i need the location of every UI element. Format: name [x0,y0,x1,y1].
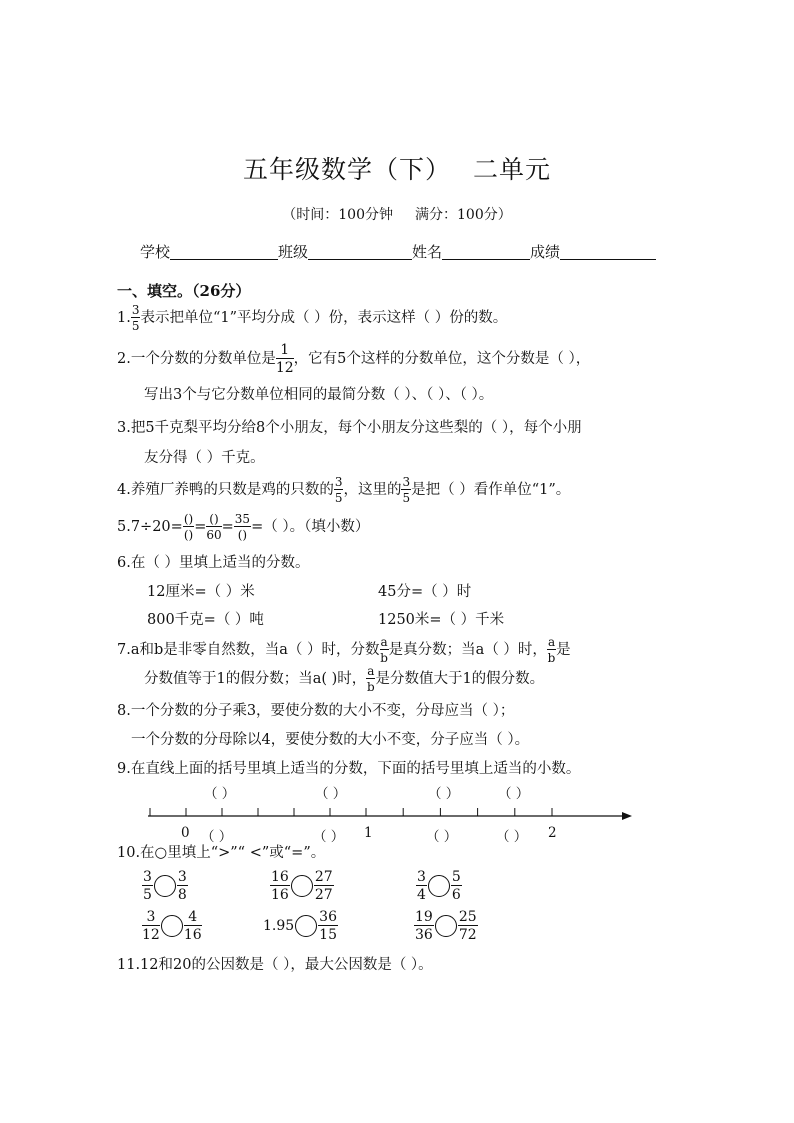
q6-item-3: 800千克=（ ）吨 [147,612,264,628]
question-4 [117,476,570,504]
q7-text-c: 是 [556,642,571,658]
nl-bottom-blank-1[interactable]: （ ） [201,829,233,845]
compare-item-2 [270,870,334,902]
q7-fraction-2: $\frac{a}{b}$ [547,635,556,665]
question-6-intro: 6.在（ ）里填上适当的分数。 [117,555,310,571]
q5-text-b: =（ ）。（填小数） [251,519,370,535]
question-10: 10.在○里填上“>”“ <”或“=”。 [117,845,326,861]
cmp5-right: $\frac{36}{15}$ [319,909,337,943]
cmp3-left: $\frac{3}{4}$ [417,869,426,903]
question-9: 9.在直线上面的括号里填上适当的分数，下面的括号里填上适当的小数。 [117,761,581,777]
nl-top-blank-4[interactable]: （ ） [498,786,530,802]
q1-number: 1. [117,310,131,326]
question-11: 11.12和20的公因数是（ ），最大公因数是（ ）。 [117,957,433,973]
q4-text-b: ，这里的 [343,482,402,498]
name-field[interactable] [442,259,530,260]
nl-label-1: 1 [364,825,373,841]
q2-fraction: $\frac{1}{12}$ [275,342,294,376]
cmp4-left: $\frac{3}{12}$ [142,909,160,943]
compare-circle-1[interactable] [154,875,176,897]
q6-item-2: 45分=（ ）时 [378,584,472,600]
time-info: （时间：100分钟 [282,207,393,223]
school-label: 学校 [140,243,171,261]
q5-fraction-3: $\frac{35}{()}$ [234,512,251,542]
school-field[interactable] [170,259,278,260]
compare-item-1 [142,870,188,902]
compare-item-6 [414,910,478,942]
q2-text-b: ，它有5个这样的分数单位，这个分数是（ ）， [293,351,591,367]
exam-info [0,204,794,224]
q7-text-d: 分数值等于1的假分数；当a( )时， [144,671,367,687]
q7-text-e: 是分数值大于1的假分数。 [375,671,545,687]
grade-field[interactable] [560,259,656,260]
cmp2-left: $\frac{16}{16}$ [271,869,289,903]
grade-label: 成绩 [530,243,561,261]
cmp1-right: $\frac{3}{8}$ [177,869,187,903]
nl-top-blank-3[interactable]: （ ） [428,786,460,802]
compare-circle-5[interactable] [295,915,317,937]
question-7-line2 [144,665,544,693]
class-label: 班级 [278,243,309,261]
compare-circle-4[interactable] [161,915,183,937]
compare-item-5 [263,910,338,942]
name-label: 姓名 [412,243,443,261]
compare-circle-6[interactable] [435,915,457,937]
nl-bottom-blank-4[interactable]: （ ） [496,829,528,845]
student-info-row [140,245,656,260]
nl-bottom-blank-2[interactable]: （ ） [313,829,345,845]
nl-top-blank-1[interactable]: （ ） [204,786,236,802]
q5-eq-1: = [194,519,207,535]
q7-text-b: 是真分数；当a（ ）时， [388,642,547,658]
cmp6-right: $\frac{25}{72}$ [458,909,477,943]
q4-fraction-1: $\frac{3}{5}$ [334,475,343,505]
number-line-ticks [150,808,552,816]
q7-fraction-1: $\frac{a}{b}$ [380,635,388,665]
cmp2-right: $\frac{27}{27}$ [314,869,333,903]
q6-item-1: 12厘米=（ ）米 [147,584,255,600]
question-2-line1 [117,343,590,375]
title-text: 五年级数学（下） [242,155,451,184]
class-field[interactable] [308,259,412,260]
compare-circle-3[interactable] [428,875,450,897]
cmp4-right: $\frac{4}{16}$ [183,909,202,943]
page-title [0,150,794,186]
compare-item-4 [142,910,202,942]
number-line-arrow [622,812,632,820]
q5-eq-2: = [221,519,234,535]
question-3-line2: 友分得（ ）千克。 [144,450,265,466]
nl-label-2: 2 [548,825,557,841]
question-2-line2: 写出3个与它分数单位相同的最简分数（ ）、（ ）、（ ）。 [144,387,494,403]
cmp1-left: $\frac{3}{5}$ [143,869,152,903]
question-8-line2: 一个分数的分母除以4，要使分数的大小不变，分子应当（ ）。 [131,732,530,748]
question-3-line1: 3.把5千克梨平均分给8个小朋友，每个小朋友分这些梨的（ ），每个小朋 [117,420,582,436]
nl-bottom-blank-3[interactable]: （ ） [426,829,458,845]
compare-circle-2[interactable] [291,875,313,897]
q4-text-c: 是把（ ）看作单位“1”。 [411,482,571,498]
q4-fraction-2: $\frac{3}{5}$ [402,475,411,505]
question-8-line1: 8.一个分数的分子乘3，要使分数的大小不变，分母应当（ ）； [117,703,515,719]
q7-fraction-3: $\frac{a}{b}$ [367,664,375,694]
nl-label-0: 0 [181,825,190,841]
q1-fraction: $\frac{3}{5}$ [131,303,140,333]
nl-top-blank-2[interactable]: （ ） [315,786,347,802]
compare-item-3 [416,870,462,902]
q4-text-a: 4.养殖厂养鸭的只数是鸡的只数的 [117,482,334,498]
q7-text-a: 7.a和b是非零自然数，当a（ ）时，分数 [117,642,380,658]
cmp5-left: 1.95 [263,918,295,934]
section-heading: 一、填空。（26分） [117,282,251,300]
q6-item-4: 1250米=（ ）千米 [378,612,505,628]
q2-text-a: 2.一个分数的分数单位是 [117,351,276,367]
question-7-line1 [117,636,571,664]
cmp3-right: $\frac{5}{6}$ [451,869,461,903]
question-5 [117,513,369,541]
score-info: 满分：100分） [415,207,512,223]
q5-text-a: 5.7÷20= [117,519,183,535]
cmp6-left: $\frac{19}{36}$ [415,909,433,943]
q5-fraction-2: $\frac{()}{60}$ [206,512,222,542]
question-1 [117,304,507,332]
unit-text: 二单元 [473,155,552,184]
q5-fraction-1: $\frac{()}{()}$ [183,512,194,542]
q1-text: 表示把单位“1”平均分成（ ）份，表示这样（ ）份的数。 [140,310,508,326]
